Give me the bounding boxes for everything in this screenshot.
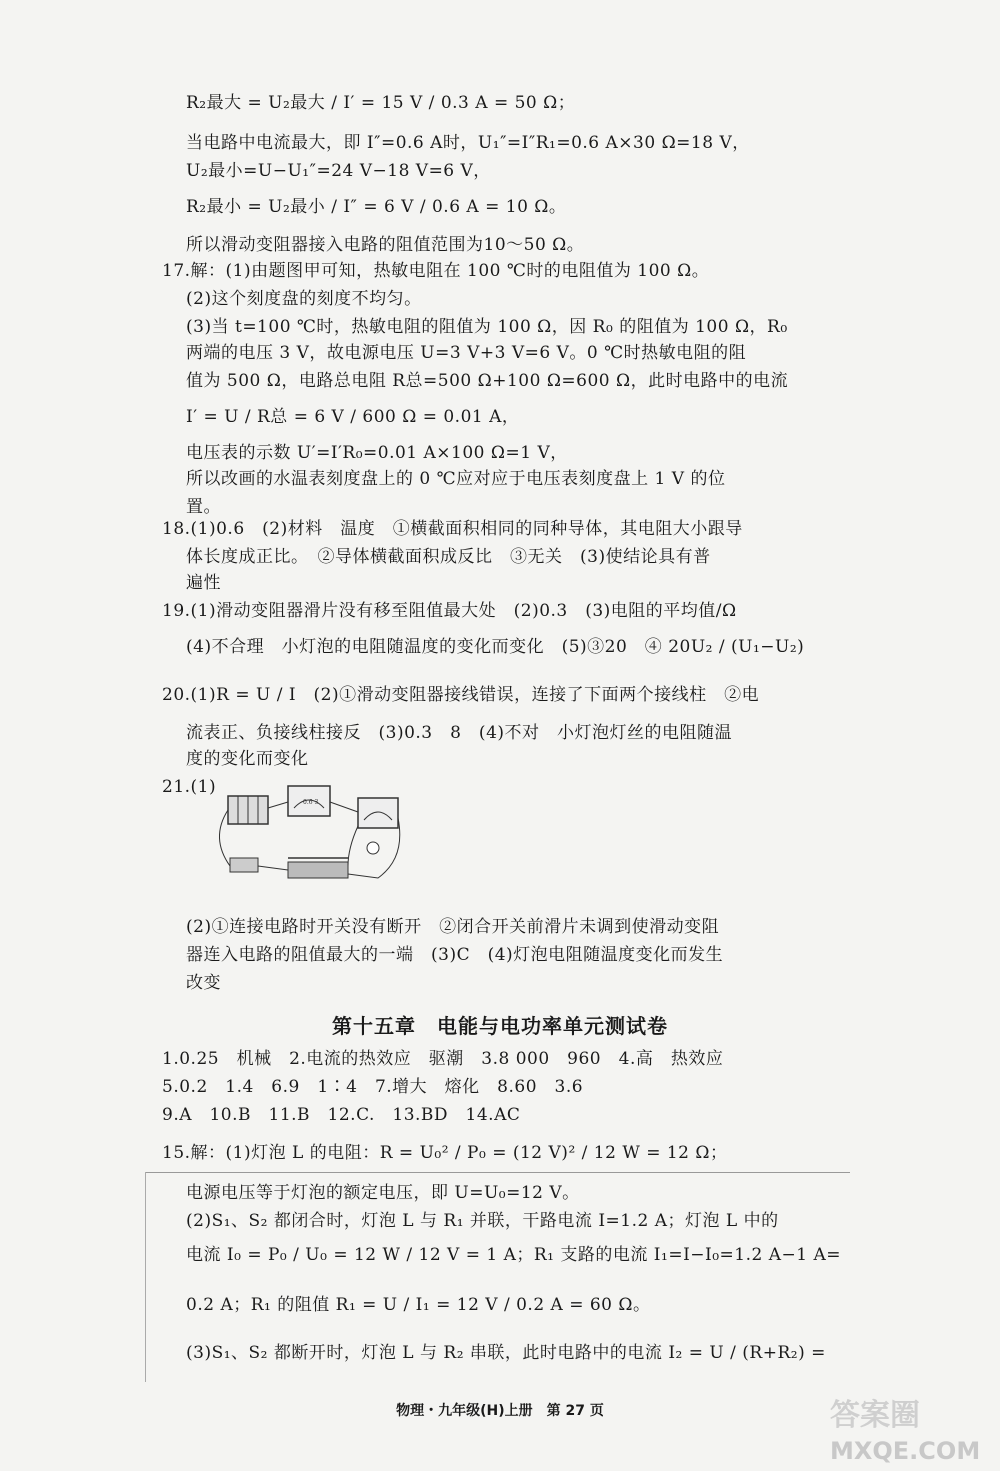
section-divider bbox=[145, 1172, 850, 1173]
text-line: R₂最小 = U₂最小 / I″ = 6 V / 0.6 A = 10 Ω。 bbox=[186, 197, 567, 217]
text-line: 改变 bbox=[186, 973, 221, 993]
text-line: 20.(1)R = U / I (2)①滑动变阻器接线错误，连接了下面两个接线柱 ②电 bbox=[162, 685, 760, 705]
text-line: 器连入电路的阻值最大的一端 (3)C (4)灯泡电阻随温度变化而发生 bbox=[186, 945, 724, 965]
text-line: 17.解：(1)由题图甲可知，热敏电阻在 100 ℃时的电阻值为 100 Ω。 bbox=[162, 261, 710, 281]
text-line: (2)①连接电路时开关没有断开 ②闭合开关前滑片未调到使滑动变阻 bbox=[186, 917, 720, 937]
text-line: 值为 500 Ω，电路总电阻 R总=500 Ω+100 Ω=600 Ω，此时电路中的电流 bbox=[186, 371, 789, 391]
text-line: 18.(1)0.6 (2)材料 温度 ①横截面积相同的同种导体，其电阻大小跟导 bbox=[162, 519, 743, 539]
text-line: 遍性 bbox=[186, 573, 221, 593]
text-line: 两端的电压 3 V，故电源电压 U=3 V+3 V=6 V。0 ℃时热敏电阻的阻 bbox=[186, 343, 747, 363]
text-line: (3)当 t=100 ℃时，热敏电阻的阻值为 100 Ω，因 R₀ 的阻值为 100 Ω，R₀ bbox=[186, 317, 788, 337]
text-line: (4)不合理 小灯泡的电阻随温度的变化而变化 (5)③20 ④ 20U₂ / (U₁−U₂) bbox=[186, 637, 805, 657]
text-line: 电压表的示数 U′=I′R₀=0.01 A×100 Ω=1 V， bbox=[186, 443, 568, 463]
text-line: (3)S₁、S₂ 都断开时，灯泡 L 与 R₂ 串联，此时电路中的电流 I₂ = U / (R+R₂) = bbox=[186, 1343, 826, 1363]
circuit-diagram bbox=[208, 778, 408, 890]
margin-rule bbox=[145, 1172, 146, 1382]
watermark-logo bbox=[820, 1385, 990, 1465]
text-line: 9.A 10.B 11.B 12.C. 13.BD 14.AC bbox=[162, 1105, 521, 1125]
text-line: 所以改画的水温表刻度盘上的 0 ℃应对应于电压表刻度盘上 1 V 的位 bbox=[186, 469, 726, 489]
text-line: 电流 I₀ = P₀ / U₀ = 12 W / 12 V = 1 A；R₁ 支路的电流 I₁=I−I₀=1.2 A−1 A= bbox=[186, 1245, 842, 1265]
meter-label: 0.6 3 bbox=[303, 799, 319, 806]
text-line: 流表正、负接线柱接反 (3)0.3 8 (4)不对 小灯泡灯丝的电阻随温 bbox=[186, 723, 733, 743]
text-line: 21.(1) bbox=[162, 777, 217, 797]
text-line: 置。 bbox=[186, 497, 221, 517]
text-line: U₂最小=U−U₁″=24 V−18 V=6 V， bbox=[186, 161, 491, 181]
text-line: I′ = U / R总 = 6 V / 600 Ω = 0.01 A， bbox=[186, 407, 520, 427]
text-line: 体长度成正比。 ②导体横截面积成反比 ③无关 (3)使结论具有普 bbox=[186, 547, 711, 567]
text-line: (2)这个刻度盘的刻度不均匀。 bbox=[186, 289, 422, 309]
text-line: 5.0.2 1.4 6.9 1∶4 7.增大 熔化 8.60 3.6 bbox=[162, 1077, 584, 1097]
text-line: 15.解：(1)灯泡 L 的电阻：R = U₀² / P₀ = (12 V)² / 12 W = 12 Ω； bbox=[162, 1143, 728, 1163]
text-line: 0.2 A；R₁ 的阻值 R₁ = U / I₁ = 12 V / 0.2 A = 60 Ω。 bbox=[186, 1295, 651, 1315]
text-line: (2)S₁、S₂ 都闭合时，灯泡 L 与 R₁ 并联，干路电流 I=1.2 A；灯泡 L 中的 bbox=[186, 1211, 779, 1231]
text-line: R₂最大 = U₂最大 / I′ = 15 V / 0.3 A = 50 Ω； bbox=[186, 93, 576, 113]
text-line: 19.(1)滑动变阻器滑片没有移至阻值最大处 (2)0.3 (3)电阻的平均值/Ω bbox=[162, 601, 737, 621]
text-line: 电源电压等于灯泡的额定电压，即 U=U₀=12 V。 bbox=[186, 1183, 580, 1203]
text-line: 所以滑动变阻器接入电路的阻值范围为10～50 Ω。 bbox=[186, 235, 585, 255]
chapter-title: 第十五章 电能与电功率单元测试卷 bbox=[332, 1014, 668, 1038]
watermark-text: MXQE.COM bbox=[830, 1437, 981, 1465]
text-line: 1.0.25 机械 2.电流的热效应 驱潮 3.8 000 960 4.高 热效应 bbox=[162, 1049, 724, 1069]
text-line: 当电路中电流最大，即 I″=0.6 A时，U₁″=I″R₁=0.6 A×30 Ω=18 V， bbox=[186, 133, 750, 153]
watermark-glyph: 答案圈 bbox=[830, 1398, 920, 1433]
text-line: 度的变化而变化 bbox=[186, 749, 309, 769]
page-footer: 物理・九年级(H)上册 第 27 页 bbox=[396, 1403, 604, 1419]
